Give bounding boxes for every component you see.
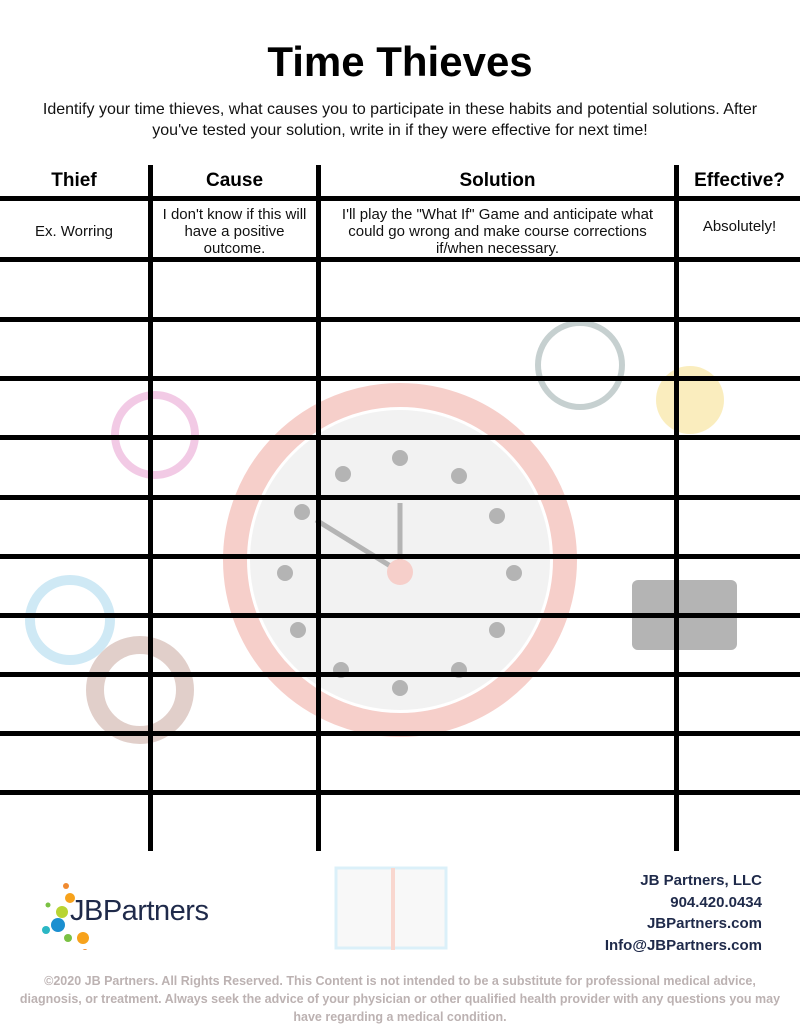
- instructions: Identify your time thieves, what causes you to participate in these habits and potential solutions. After you've tested your solution, write in if they were effective for next time!: [42, 101, 758, 139]
- book-icon: [336, 868, 446, 950]
- column-divider: [674, 165, 679, 851]
- phone-number: 904.420.0434: [670, 893, 762, 911]
- row-divider: [0, 435, 800, 440]
- row-divider: [0, 376, 800, 381]
- row-divider: [0, 790, 800, 795]
- row-divider: [0, 731, 800, 736]
- website-link[interactable]: JBPartners.com: [646, 915, 762, 932]
- row-divider: [0, 613, 800, 618]
- gear-icon: [95, 645, 185, 735]
- header-solution: Solution: [459, 170, 536, 191]
- row-divider: [0, 554, 800, 559]
- company-name: JB Partners, LLC: [640, 872, 762, 889]
- example-solution: I'll play the "What If" Game and anticipate what could go wrong and make course corrections if/when necessary.: [341, 205, 654, 257]
- legal-disclaimer: ©2020 JB Partners. All Rights Reserved. This Content is not intended to be a substitute for professional medical advice, diagnosis, or treatment. Always seek the advice of your physician or other qualified health provider with any questions you may have regarding a medical condition.: [19, 974, 781, 1024]
- header-cause: Cause: [205, 170, 264, 191]
- page-title: Time Thieves: [267, 38, 533, 85]
- logo-text: JBPartners: [70, 895, 209, 927]
- example-effective: Absolutely!: [702, 217, 777, 235]
- header-effective: Effective?: [694, 170, 785, 191]
- contact-info: [605, 870, 762, 956]
- header-thief: Thief: [51, 170, 97, 191]
- row-divider: [0, 317, 800, 322]
- row-divider: [0, 495, 800, 500]
- row-divider: [0, 672, 800, 677]
- example-thief: Ex. Worring: [34, 222, 114, 240]
- column-divider: [148, 165, 153, 851]
- column-divider: [316, 165, 321, 851]
- email-link[interactable]: Info@JBPartners.com: [604, 936, 762, 954]
- globe-icon: [538, 323, 622, 407]
- target-icon: [30, 580, 110, 660]
- row-divider: [0, 257, 800, 262]
- example-cause: I don't know if this will have a positive outcome.: [162, 205, 307, 257]
